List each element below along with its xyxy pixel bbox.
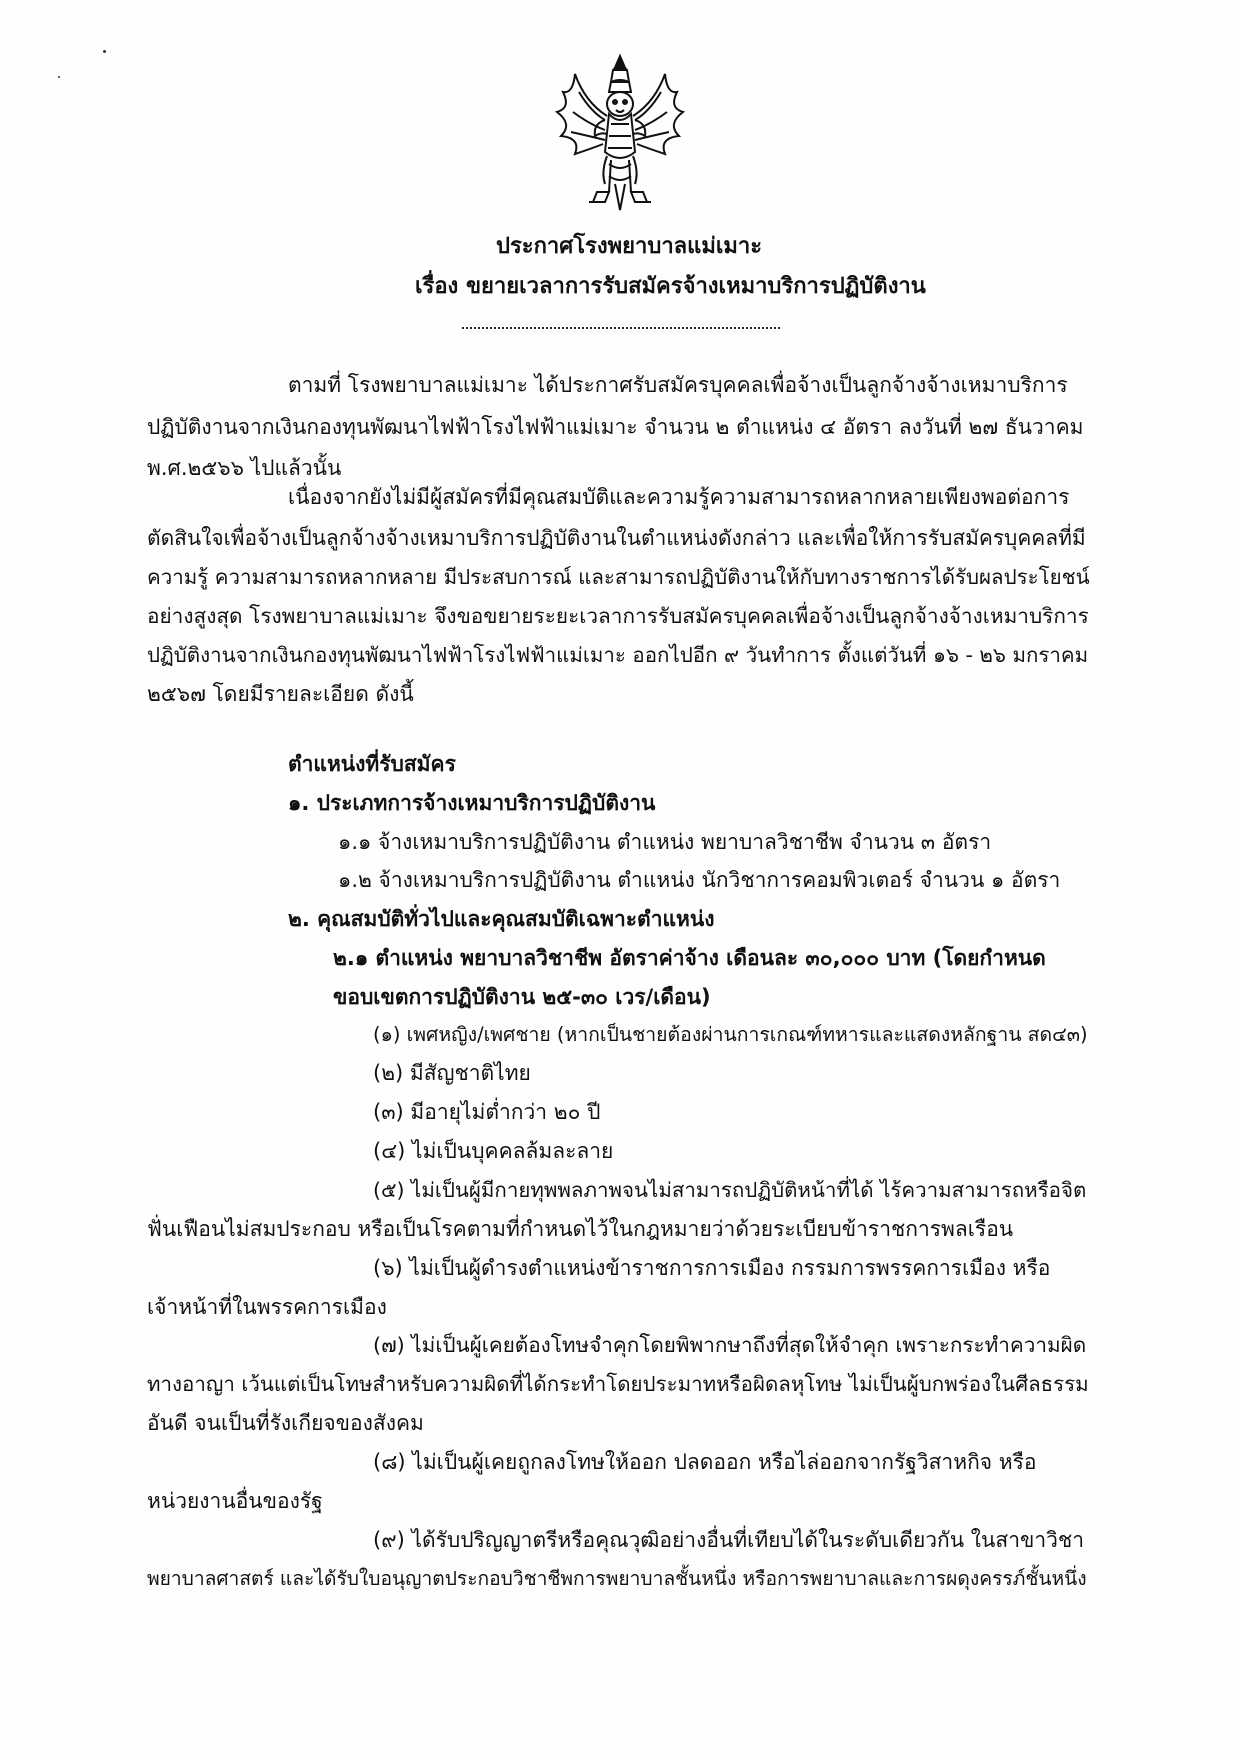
nurse-position-line: ขอบเขตการปฏิบัติงาน ๒๕-๓๐ เวร/เดือน) bbox=[333, 985, 711, 1009]
qualification-item: (๒) มีสัญชาติไทย bbox=[373, 1061, 531, 1085]
para1-line: ตามที่ โรงพยาบาลแม่เมาะ ได้ประกาศรับสมัครบุคคลเพื่อจ้างเป็นลูกจ้างจ้างเหมาบริการ bbox=[288, 373, 1068, 397]
position-subitem: ๑.๒ จ้างเหมาบริการปฏิบัติงาน ตำแหน่ง นักวิชาการคอมพิวเตอร์ จำนวน ๑ อัตรา bbox=[338, 868, 1061, 892]
scan-speck bbox=[58, 76, 60, 78]
qualification-item: (๔) ไม่เป็นบุคคลล้มละลาย bbox=[373, 1139, 614, 1163]
para2-line: ตัดสินใจเพื่อจ้างเป็นลูกจ้างจ้างเหมาบริการปฏิบัติงานในตำแหน่งดังกล่าว และเพื่อให้การรับสมัครบุคคลที่มี bbox=[147, 526, 1086, 550]
qualification-item: (๙) ได้รับปริญญาตรีหรือคุณวุฒิอย่างอื่นที่เทียบได้ในระดับเดียวกัน ในสาขาวิชา bbox=[373, 1528, 1085, 1552]
para2-line: เนื่องจากยังไม่มีผู้สมัครที่มีคุณสมบัติและความรู้ความสามารถหลากหลายเพียงพอต่อการ bbox=[288, 485, 1070, 509]
qualification-item-cont: ฟั่นเฟือนไม่สมประกอบ หรือเป็นโรคตามที่กำหนดไว้ในกฎหมายว่าด้วยระเบียบข้าราชการพลเรือน bbox=[147, 1217, 1014, 1241]
position-subitem: ๑.๑ จ้างเหมาบริการปฏิบัติงาน ตำแหน่ง พยาบาลวิชาชีพ จำนวน ๓ อัตรา bbox=[338, 830, 992, 854]
qualifications-item: ๒. คุณสมบัติทั่วไปและคุณสมบัติเฉพาะตำแหน่ง bbox=[288, 907, 715, 931]
qualification-item: (๑) เพศหญิง/เพศชาย (หากเป็นชายต้องผ่านการเกณฑ์ทหารและแสดงหลักฐาน สด๔๓) bbox=[373, 1023, 1088, 1046]
nurse-position-line: ๒.๑ ตำแหน่ง พยาบาลวิชาชีพ อัตราค่าจ้าง เดือนละ ๓๐,๐๐๐ บาท (โดยกำหนด bbox=[333, 946, 1046, 970]
announcement-subject: เรื่อง ขยายเวลาการรับสมัครจ้างเหมาบริการปฏิบัติงาน bbox=[415, 274, 926, 299]
scan-speck bbox=[103, 50, 106, 53]
qualification-item-cont: เจ้าหน้าที่ในพรรคการเมือง bbox=[147, 1295, 387, 1319]
qualification-item-cont: อันดี จนเป็นที่รังเกียจของสังคม bbox=[147, 1411, 424, 1435]
qualification-item: (๘) ไม่เป็นผู้เคยถูกลงโทษให้ออก ปลดออก หรือไล่ออกจากรัฐวิสาหกิจ หรือ bbox=[373, 1450, 1037, 1474]
qualification-item: (๗) ไม่เป็นผู้เคยต้องโทษจำคุกโดยพิพากษาถึงที่สุดให้จำคุก เพราะกระทำความผิด bbox=[373, 1333, 1087, 1357]
qualification-item-cont: พยาบาลศาสตร์ และได้รับใบอนุญาตประกอบวิชาชีพการพยาบาลชั้นหนึ่ง หรือการพยาบาลและการผดุงครรภ์ชั้นหนึ่ง bbox=[147, 1567, 1087, 1590]
dotted-divider bbox=[462, 327, 780, 329]
para2-line: ๒๕๖๗ โดยมีรายละเอียด ดังนี้ bbox=[147, 682, 414, 706]
qualification-item-cont: หน่วยงานอื่นของรัฐ bbox=[147, 1489, 323, 1513]
qualification-item: (๓) มีอายุไม่ต่ำกว่า ๒๐ ปี bbox=[373, 1100, 601, 1124]
position-type-item: ๑. ประเภทการจ้างเหมาบริการปฏิบัติงาน bbox=[288, 791, 656, 815]
para2-line: ปฏิบัติงานจากเงินกองทุนพัฒนาไฟฟ้าโรงไฟฟ้าแม่เมาะ ออกไปอีก ๙ วันทำการ ตั้งแต่วันที่ ๑๖ - ๒๖ มกราคม bbox=[147, 643, 1089, 667]
para1-line: ปฏิบัติงานจากเงินกองทุนพัฒนาไฟฟ้าโรงไฟฟ้าแม่เมาะ จำนวน ๒ ตำแหน่ง ๔ อัตรา ลงวันที่ ๒๗ ธันวาคม bbox=[147, 415, 1084, 439]
positions-heading: ตำแหน่งที่รับสมัคร bbox=[288, 752, 456, 776]
announcement-title: ประกาศโรงพยาบาลแม่เมาะ bbox=[496, 234, 763, 259]
garuda-emblem-icon bbox=[545, 52, 695, 217]
qualification-item: (๖) ไม่เป็นผู้ดำรงตำแหน่งข้าราชการการเมือง กรรมการพรรคการเมือง หรือ bbox=[373, 1256, 1051, 1280]
para1-line: พ.ศ.๒๕๖๖ ไปแล้วนั้น bbox=[147, 456, 342, 480]
para2-line: ความรู้ ความสามารถหลากหลาย มีประสบการณ์ และสามารถปฏิบัติงานให้กับทางราชการได้รับผลประโยชน์ bbox=[147, 565, 1090, 589]
para2-line: อย่างสูงสุด โรงพยาบาลแม่เมาะ จึงขอขยายระยะเวลาการรับสมัครบุคคลเพื่อจ้างเป็นลูกจ้างจ้างเหมาบริการ bbox=[147, 604, 1089, 628]
qualification-item: (๕) ไม่เป็นผู้มีกายทุพพลภาพจนไม่สามารถปฏิบัติหน้าที่ได้ ไร้ความสามารถหรือจิต bbox=[373, 1178, 1087, 1202]
qualification-item-cont: ทางอาญา เว้นแต่เป็นโทษสำหรับความผิดที่ได้กระทำโดยประมาทหรือผิดลหุโทษ ไม่เป็นผู้บกพร่องในศีลธรรม bbox=[147, 1372, 1089, 1396]
